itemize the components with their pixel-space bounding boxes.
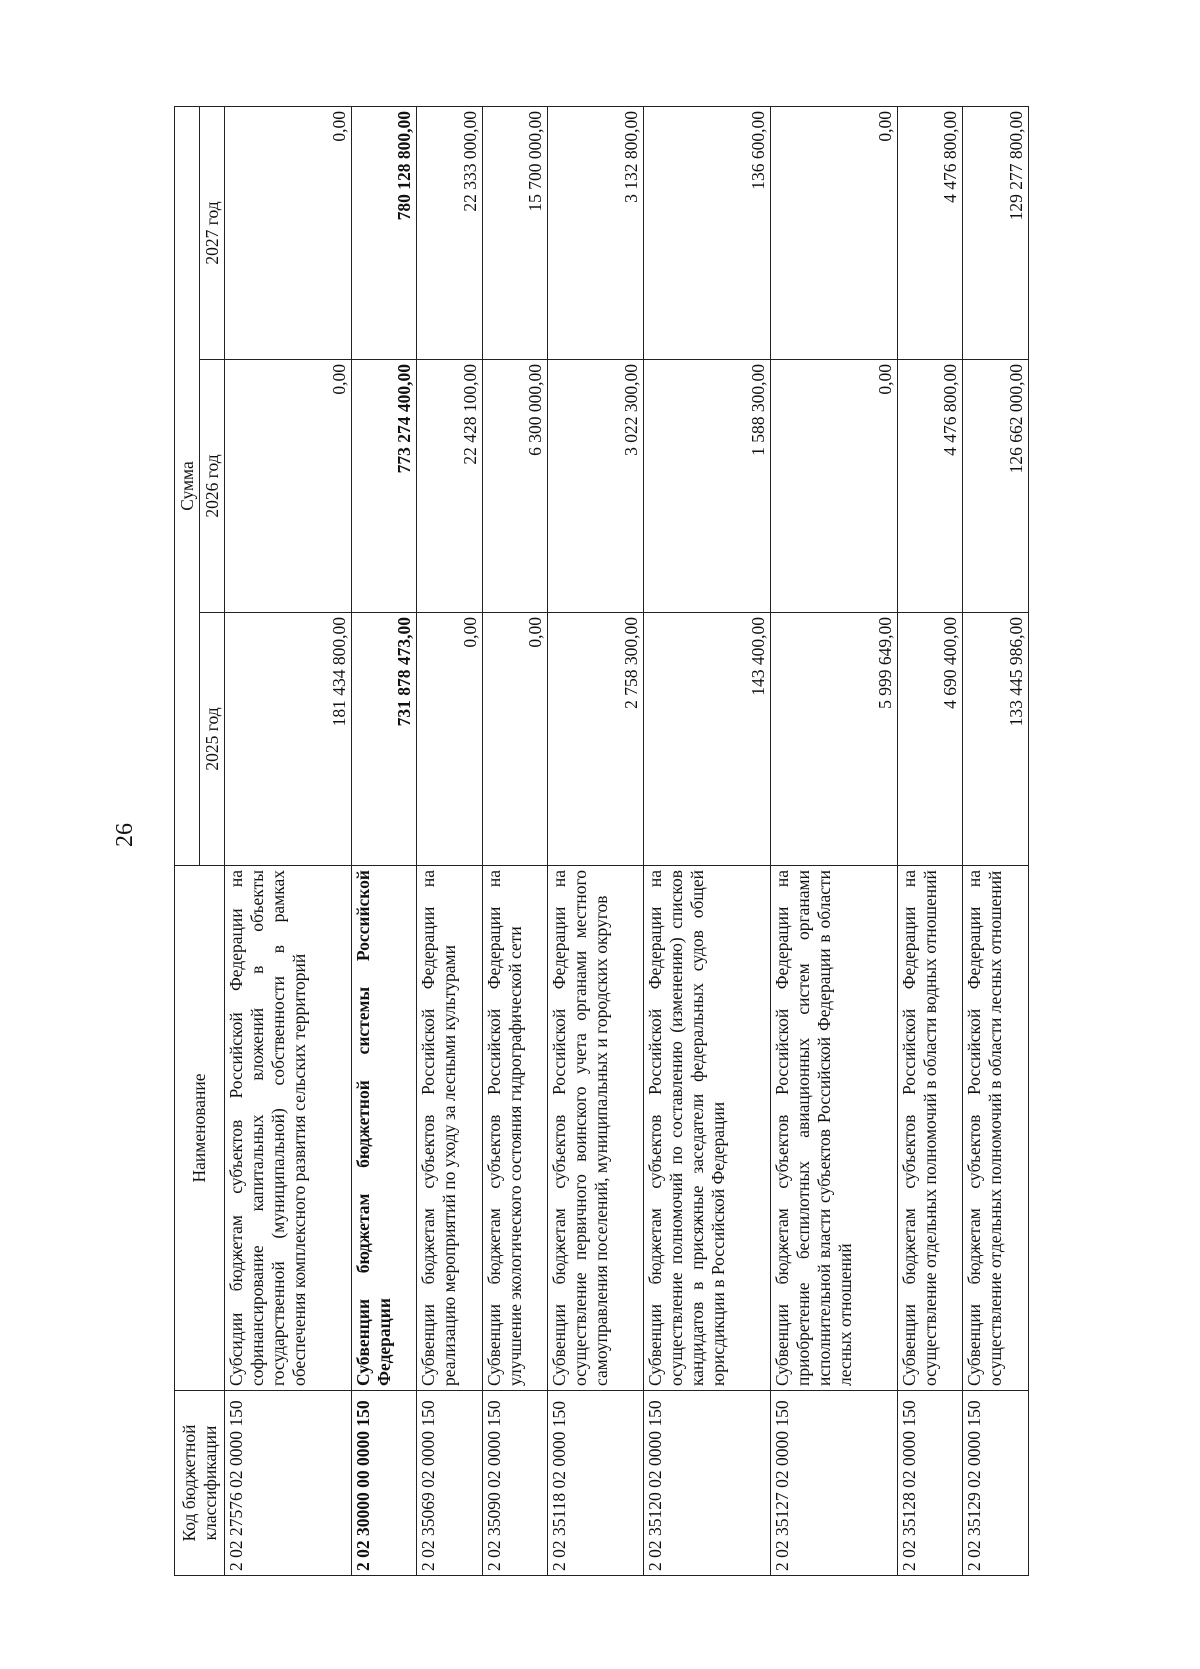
row-amount-2027: 3 132 800,00: [548, 106, 644, 359]
row-amount-2026: 0,00: [225, 360, 352, 613]
header-year-2026: 2026 год: [200, 360, 225, 613]
row-code: 2 02 35128 02 0000 150: [897, 1391, 963, 1576]
row-amount-2027: 0,00: [771, 106, 898, 359]
row-name: Субвенции бюджетам субъектов Российской Федерации на реализацию мероприятий по уходу за лесными культурами: [417, 866, 483, 1391]
table-row: [351, 106, 417, 1575]
row-amount-2025: 731 878 473,00: [351, 613, 417, 866]
row-name: Субвенции бюджетам субъектов Российской Федерации на осуществление отдельных полномочий в области водных отношений: [897, 866, 963, 1391]
row-amount-2027: 129 277 800,00: [963, 106, 1029, 359]
row-name: Субвенции бюджетам субъектов Российской Федерации на осуществление отдельных полномочий в области лесных отношений: [963, 866, 1029, 1391]
row-amount-2027: 136 600,00: [644, 106, 771, 359]
row-name: Субвенции бюджетам субъектов Российской Федерации на осуществление первичного воинского учета органами местного самоуправления поселений, муниципальных и городских округов: [548, 866, 644, 1391]
row-code: 2 02 35127 02 0000 150: [771, 1391, 898, 1576]
table-row: [963, 106, 1029, 1575]
row-code: 2 02 30000 00 0000 150: [351, 1391, 417, 1576]
row-amount-2025: 2 758 300,00: [548, 613, 644, 866]
header-sum: Сумма: [175, 106, 200, 865]
page-number: 26: [111, 823, 138, 847]
row-amount-2027: 4 476 800,00: [897, 106, 963, 359]
row-name: Субвенции бюджетам субъектов Российской Федерации на осуществление полномочий по составлению (изменению) списков кандидатов в присяжные заседатели федеральных судов общей юрисдикции в Российской Федерации: [644, 866, 771, 1391]
row-name: Субвенции бюджетам субъектов Российской Федерации на приобретение беспилотных авиационных систем органами исполнительной власти субъектов Российской Федерации в области лесных отношений: [771, 866, 898, 1391]
row-amount-2025: 4 690 400,00: [897, 613, 963, 866]
row-name: Субвенции бюджетам бюджетной системы Российской Федерации: [351, 866, 417, 1391]
row-amount-2026: 126 662 000,00: [963, 360, 1029, 613]
row-amount-2026: 4 476 800,00: [897, 360, 963, 613]
row-code: 2 02 35129 02 0000 150: [963, 1391, 1029, 1576]
row-amount-2026: 22 428 100,00: [417, 360, 483, 613]
row-name: Субсидии бюджетам субъектов Российской Федерации на софинансирование капитальных вложений в объекты государственной (муниципальной) собственности в рамках обеспечения комплексного развития сельских территорий: [225, 866, 352, 1391]
row-amount-2026: 773 274 400,00: [351, 360, 417, 613]
row-amount-2027: 0,00: [225, 106, 352, 359]
header-name: Наименование: [175, 866, 225, 1391]
header-code: Код бюджетной классификации: [175, 1391, 225, 1576]
row-amount-2025: 133 445 986,00: [963, 613, 1029, 866]
row-amount-2027: 780 128 800,00: [351, 106, 417, 359]
table-row: [897, 106, 963, 1575]
table-row: [771, 106, 898, 1575]
row-code: 2 02 35120 02 0000 150: [644, 1391, 771, 1576]
table-header-row: [175, 106, 200, 1575]
table-row: [417, 106, 483, 1575]
row-amount-2025: 0,00: [482, 613, 548, 866]
table-row: [644, 106, 771, 1575]
header-year-2027: 2027 год: [200, 106, 225, 359]
row-amount-2025: 181 434 800,00: [225, 613, 352, 866]
rotated-page: [174, 106, 1029, 1576]
row-name: Субвенции бюджетам субъектов Российской Федерации на улучшение экологического состояния гидрографической сети: [482, 866, 548, 1391]
table-row: [225, 106, 352, 1575]
row-code: 2 02 35118 02 0000 150: [548, 1391, 644, 1576]
row-amount-2025: 0,00: [417, 613, 483, 866]
row-amount-2026: 3 022 300,00: [548, 360, 644, 613]
row-amount-2027: 15 700 000,00: [482, 106, 548, 359]
header-year-2025: 2025 год: [200, 613, 225, 866]
row-amount-2025: 143 400,00: [644, 613, 771, 866]
row-code: 2 02 27576 02 0000 150: [225, 1391, 352, 1576]
row-amount-2026: 0,00: [771, 360, 898, 613]
row-amount-2025: 5 999 649,00: [771, 613, 898, 866]
row-amount-2026: 6 300 000,00: [482, 360, 548, 613]
row-amount-2027: 22 333 000,00: [417, 106, 483, 359]
budget-table: [174, 106, 1029, 1576]
table-row: [548, 106, 644, 1575]
table-row: [482, 106, 548, 1575]
row-amount-2026: 1 588 300,00: [644, 360, 771, 613]
row-code: 2 02 35090 02 0000 150: [482, 1391, 548, 1576]
row-code: 2 02 35069 02 0000 150: [417, 1391, 483, 1576]
